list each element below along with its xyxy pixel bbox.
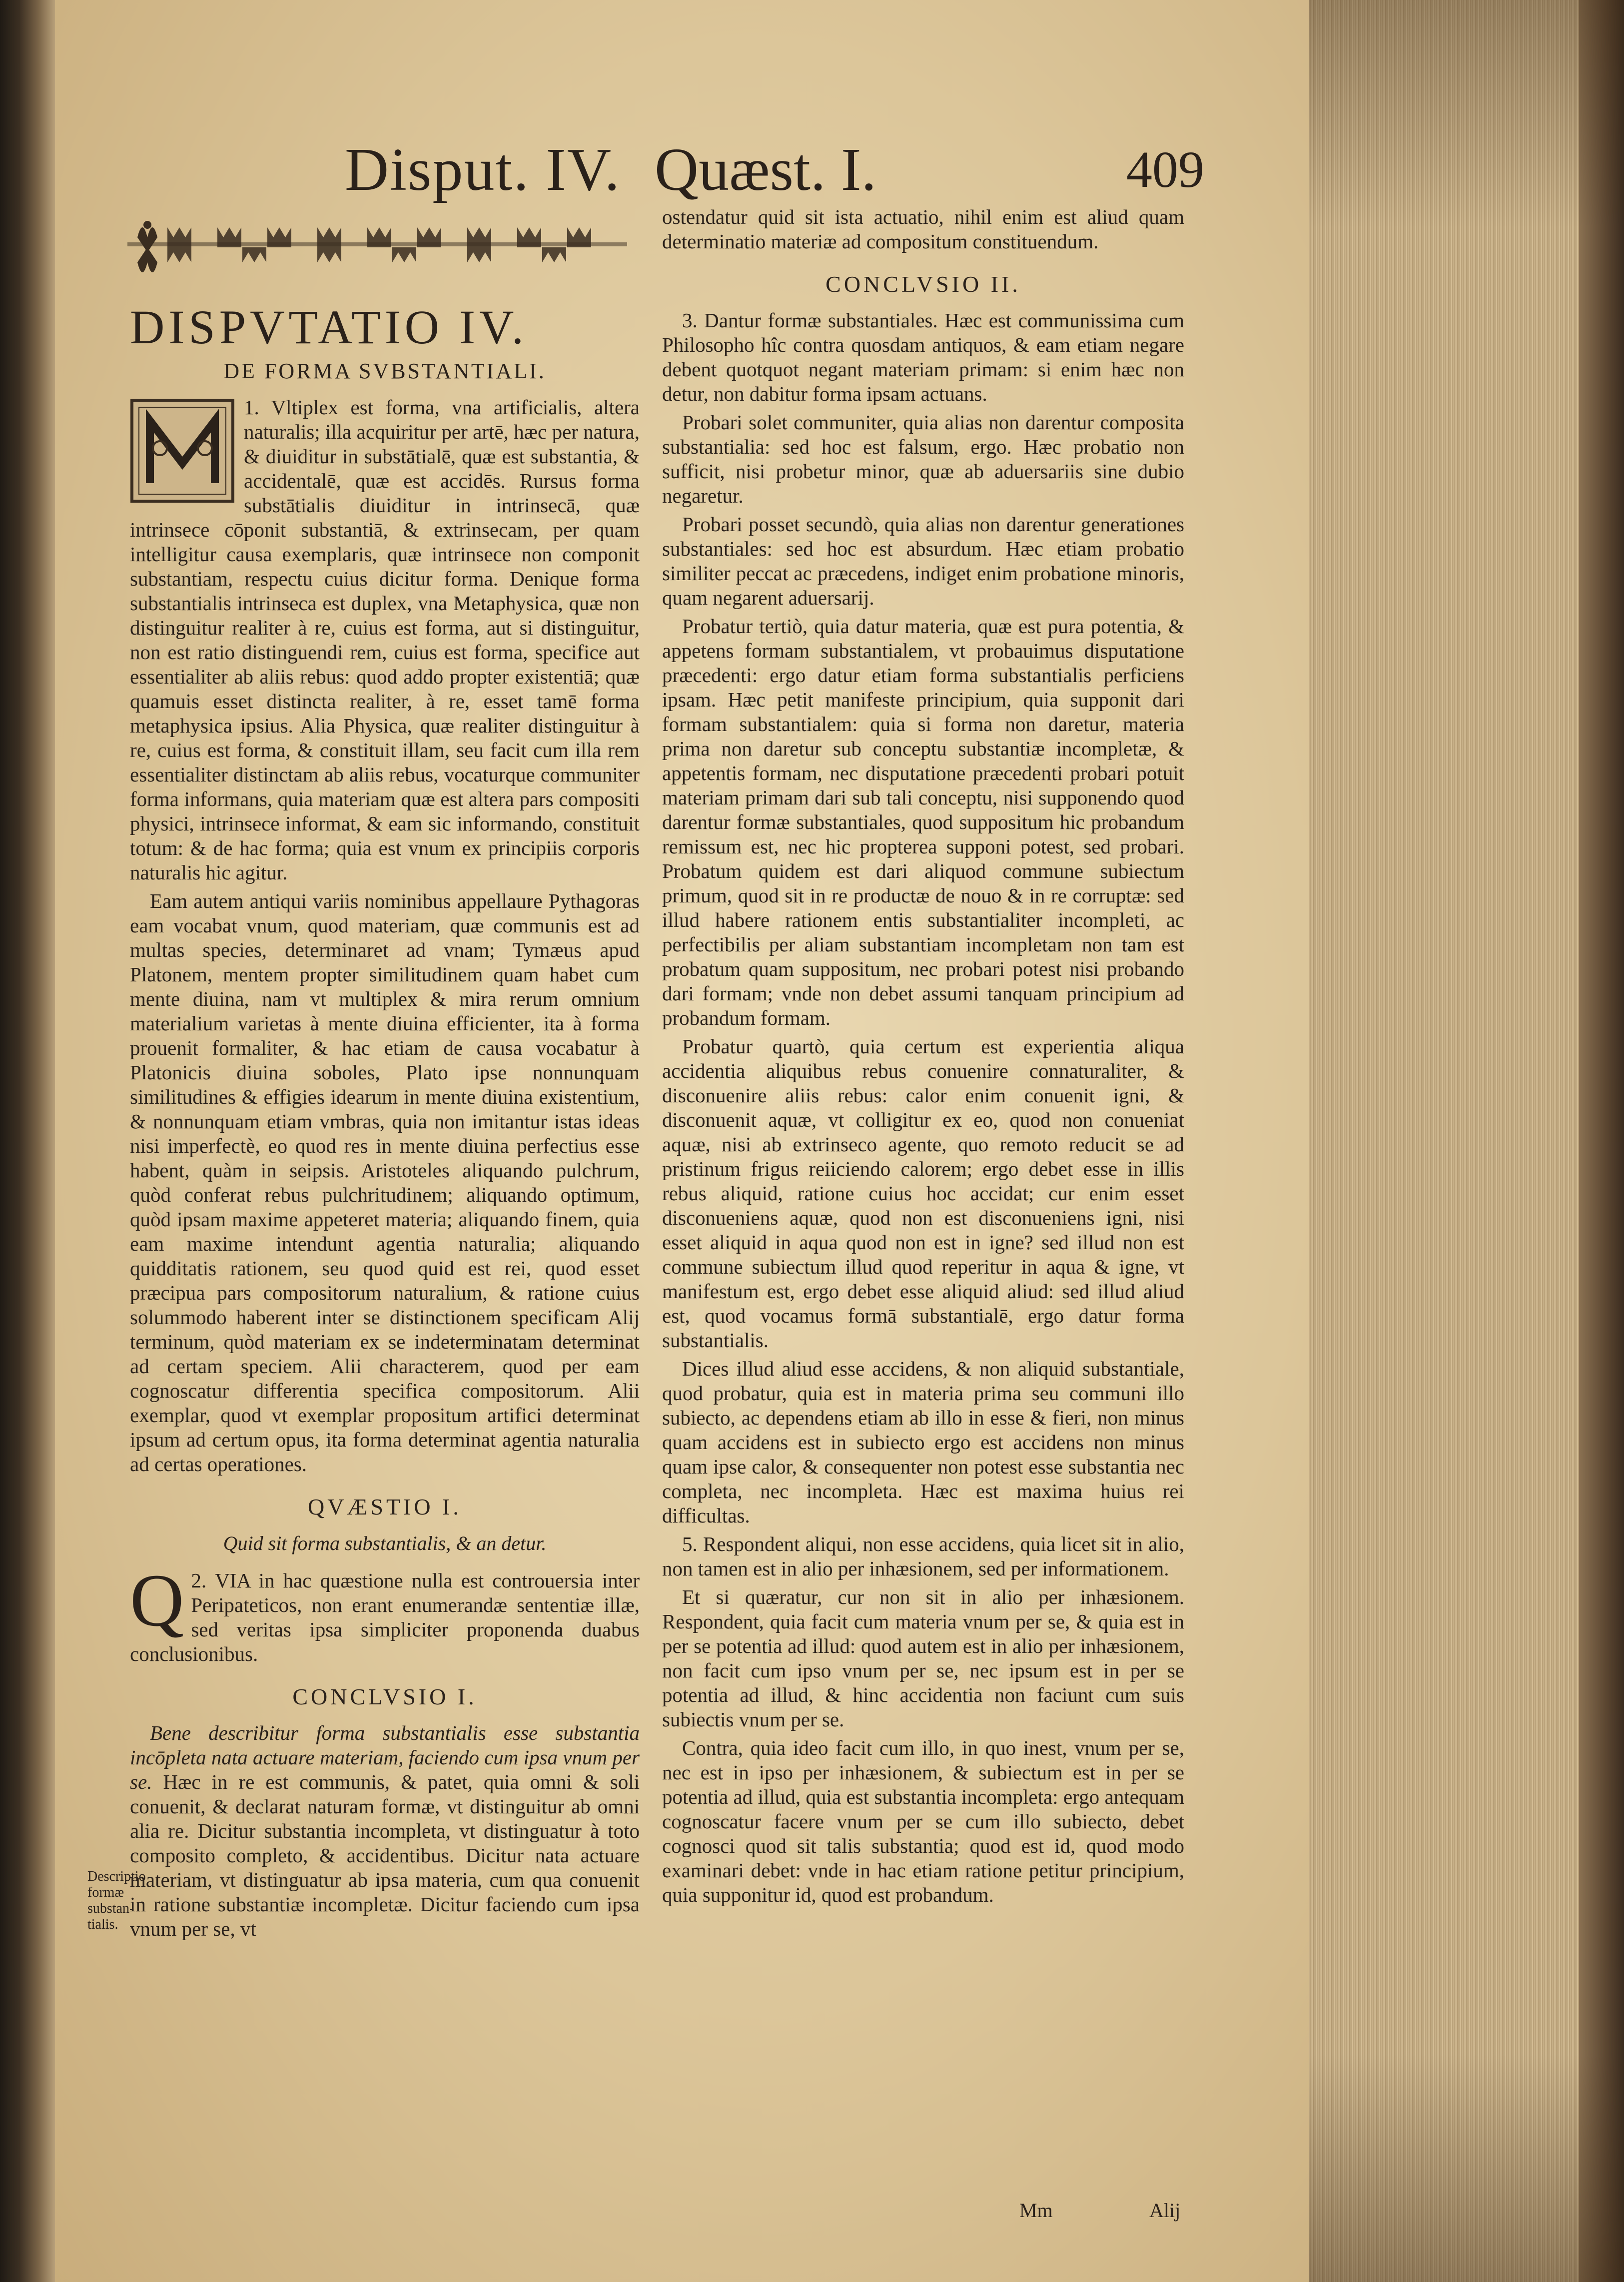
conclusio-1-text: Hæc in re est communis, & patet, quia omni & soli conuenit, & declarat naturam formæ, vt distinguitur ab omni alia re. Dicitur substantia incompleta, vt distinguatur à toto composito completo, & accidentibus. Dicitur nata actuare materiam, vt distinguatur ab ipsa materia, cum qua conuenit in ratione substantiæ incompletæ. Dicitur faciendo cum ipsa vnum per se, vt bbox=[130, 1770, 640, 1940]
running-head-disputatio: Disput. IV. bbox=[345, 136, 621, 203]
margin-note-line: tialis. bbox=[87, 1917, 118, 1932]
catchword: Alij bbox=[1149, 2199, 1181, 2222]
signature-mark: Mm bbox=[1019, 2199, 1053, 2222]
paragraph-secundo: Probari posset secundò, quia alias non darentur generationes substantiales: sed hoc est absurdum. Hæc etiam probatio similiter peccat ac præcedens, indiget enim probatione minoris, quam negarent aduersarij. bbox=[662, 513, 1184, 609]
conclusio-1-thesis: Bene describitur forma substantialis esse substantia incōpleta nata actuare materiam, faciendo cum ipsa vnum per se. bbox=[130, 1721, 640, 1793]
paragraph-3: VIA in hac quæstione nulla est controuersia inter Peripateticos, non erant enumerandæ sententiæ illæ, sed veritas ipsa simpliciter proponenda duabus conclusionibus. bbox=[130, 1569, 640, 1665]
decorated-initial-icon bbox=[130, 398, 235, 503]
book-cover-edge bbox=[1579, 0, 1624, 2282]
ornament-band-icon bbox=[127, 207, 627, 282]
paragraph-probari: Probari solet communiter, quia alias non darentur composita substantialia: sed hoc est falsum, ergo. Hæc probatio non sufficit, nisi probetur minor, quæ ab aduersariis sine dubio negaretur. bbox=[662, 411, 1184, 507]
running-head-quaestio: Quæst. I. bbox=[655, 136, 876, 203]
page-number: 409 bbox=[1126, 141, 1204, 198]
paragraph-tertio: Probatur tertiò, quia datur materia, quæ est pura potentia, & appetens formam substantialem, vt probauimus disputatione præcedenti: ergo datur etiam forma substantialis perficiens ipsam. Hæc petit manifeste principium, quia supponit dari formam substantialem: quia si forma non daretur, materia prima non daretur sub conceptu substantiæ incompletæ, & appetentis formam, nec disputatione præcedenti probari potuit materiam primam dari sub tali conceptu, nisi supponendo quod darentur formæ substantiales, quod suppositum hic probandum remissum est, nec hic propterea supponi potest, sed probari. Probatum quidem est dari aliquod commune subiectum primum, quod sit in re productæ de nouo & in re corruptæ: sed illud habere rationem entis substantialiter incompleti, ac perfectibilis per aliam substantiam incompletam non tam est probatum quam suppositum, nec probari potest nisi probando dari formam; vnde non debet assumi tanquam principium ad probandum formam. bbox=[662, 615, 1184, 1029]
paragraph-number: 1. bbox=[244, 396, 259, 419]
page-edges bbox=[1309, 0, 1624, 2282]
conclusio-1-heading: CONCLVSIO I. bbox=[292, 1684, 477, 1709]
quaestio-heading: QVÆSTIO I. bbox=[308, 1494, 462, 1520]
initial-letter: Q bbox=[130, 1559, 184, 1642]
paragraph-quarto: Probatur quartò, quia certum est experientia aliqua accidentia aliquibus rebus conuenire connaturaliter, & disconuenire aliis rebus: calor enim conuenit igni, & disconuenit aquæ, vt colligitur ex eo, quod non conueniat aquæ, nisi ab extrinseco agente, quo remoto reducit se ad pristinum frigus reiiciendo calorem; ergo debet esse in illis rebus aliquid, ratione cuius hoc accidat; cur enim esset disconueniens aquæ, quod non est disconueniens igni, nisi esset aliquid in aqua quod non est in igne? sed illud non est commune subiectum illud quod reperitur in aqua & igne, vt manifestum est, ergo debet esse aliquid aliud: sed illud aliud est, quod vocamus formā substantialē, ergo datur forma substantialis. bbox=[662, 1035, 1184, 1352]
paragraph-contra: Contra, quia ideo facit cum illo, in quo inest, vnum per se, nec est in ipso per inhæsionem, & subiectum est in per se potentia ad illud, quia est substantia incompleta: ergo antequam cognoscatur facere vnum per se cum illo subiecto, debet cognosci quod sit talis substantia; quod est id, quod modo examinari debet: vnde in hac etiam ratione petitur principium, quia supponitur id, quod est probandum. bbox=[662, 1736, 1184, 1906]
paragraph-1: Vltiplex est forma, vna artificialis, altera naturalis; illa acquiritur per artē, hæc per natura, & diuiditur in substātialē, quæ est substantia, & accidentalē, quæ est accidēs. Rursus forma substātialis diuiditur in intrinsecā, quæ intrinsece cōponit substantiā, & extrinsecam, per quam intelligitur causa exemplaris, quæ intrinsece non componit substantiam, respectu cuius dicitur forma. Denique forma substantialis intrinseca est duplex, vna Metaphysica, quæ non distinguitur realiter à re, cuius est forma, aut si distinguitur, non est ratio distinguendi rem, cuius est forma, specifice aut essentialiter ab aliis rebus: quod addo propter existentiā; quæ quamuis esset distincta realiter, à re, esset tamē forma metaphysica ipsius. Alia Physica, quæ realiter distinguitur à re, cuius est forma, & constituit illam, seu facit cum illa rem essentialiter distinctam ab aliis rebus, vocaturque communiter forma informans, quia materiam quæ est altera pars compositi physici, intrinsece informat, & eam sic informando, constituit totum: & de hac forma; quia est vnum ex principiis corporis naturalis hic agitur. bbox=[130, 396, 640, 884]
book-gutter bbox=[0, 0, 55, 2282]
paragraph-respondent: 5. Respondent aliqui, non esse accidens, quia licet sit in alio, non tamen est in alio per inhæsionem, sed per informationem. bbox=[662, 1532, 1184, 1580]
quaestio-subtitle: Quid sit forma substantialis, & an detur. bbox=[223, 1532, 547, 1554]
continued-text: ostendatur quid sit ista actuatio, nihil enim est aliud quam determinatio materiæ ad compositum constituendum. bbox=[662, 205, 1184, 253]
conclusio-2-heading: CONCLVSIO II. bbox=[825, 271, 1021, 297]
left-column bbox=[130, 290, 640, 1945]
margin-note-line: formæ bbox=[87, 1885, 124, 1900]
margin-note bbox=[87, 1869, 146, 1933]
margin-note-line: Descriptio bbox=[87, 1869, 146, 1884]
margin-note-line: substan- bbox=[87, 1901, 134, 1916]
paragraph-3-right: 3. Dantur formæ substantiales. Hæc est communissima cum Philosopho hîc contra quosdam antiquos, & eam etiam negare debent quotquot negant materiam primam: si enim hæc non detur, non dabitur forma ipsam actuans. bbox=[662, 309, 1184, 405]
paragraph-dices: Dices illud aliud esse accidens, & non aliquid substantiale, quod probatur, quia est in materia prima seu communi illo subiecto, ac dependens etiam ab illo in esse & fieri, non minus quam accidens est in subiecto ergo est accidens non minus quam ipse calor, & consequenter non potest esse substantia nec completa, nec incompleta. Hæc est maxima huius rei difficultas. bbox=[662, 1357, 1184, 1527]
paragraph-quaeratur: Et si quæratur, cur non sit in alio per inhæsionem. Respondent, quia facit cum materia vnum per se, & quia est in per se potentia ad illud: quod autem est in alio per inhæsionem, non facit cum ipso vnum per se, nec ipsum est in per se potentia ad illud, & hinc accidentia non faciunt cum suis subiectis vnum per se. bbox=[662, 1585, 1184, 1731]
disputatio-subheading: DE FORMA SVBSTANTIALI. bbox=[223, 359, 546, 383]
running-head bbox=[345, 135, 1204, 210]
paragraph-2: Eam autem antiqui variis nominibus appellaure Pythagoras eam vocabat vnum, quod materiam, quæ communis est ad multas species, determinaret ad vnam; Tymæus apud Platonem, mentem propter similitudinem quam habet cum mente diuina, nam vt multiplex & mira rerum omnium materialium varietas à mente diuina efficienter, ita à forma prouenit formaliter, & hac etiam de causa vocabatur à Platonicis diuina soboles, Plato ipse nonnunquam similitudines & effigies idearum in mente diuina existentium, & nonnunquam etiam vmbras, quia non imitantur istas ideas nisi imperfectè, eo quod res in mente diuina perfectius esse habent, quàm in seipsis. Aristoteles aliquando pulchrum, quòd conferat rebus pulchritudinem; aliquando optimum, quòd ipsam maxime appeteret materia; aliquando finem, quia eam maxime intendunt agentia naturalia; aliquando quidditatis rationem, seu quod quid est rei, quod esset præcipua pars compositorum naturalium, & ratione cuius solummodo haberent inter se distinctionem specificam Alij terminum, quòd materiam ex se indeterminatam determinat ad certam speciem. Alii characterem, quod per eam cognoscatur differentia specifica compositorum. Alii exemplar, quod vt exemplar propositum artifici determinat ipsum ad certum opus, ita forma determinat agentia naturalia ad certas operationes. bbox=[130, 889, 640, 1476]
disputatio-heading: DISPVTATIO IV. bbox=[130, 300, 528, 354]
paragraph-number: 2. bbox=[191, 1569, 207, 1592]
right-column bbox=[662, 205, 1184, 1911]
